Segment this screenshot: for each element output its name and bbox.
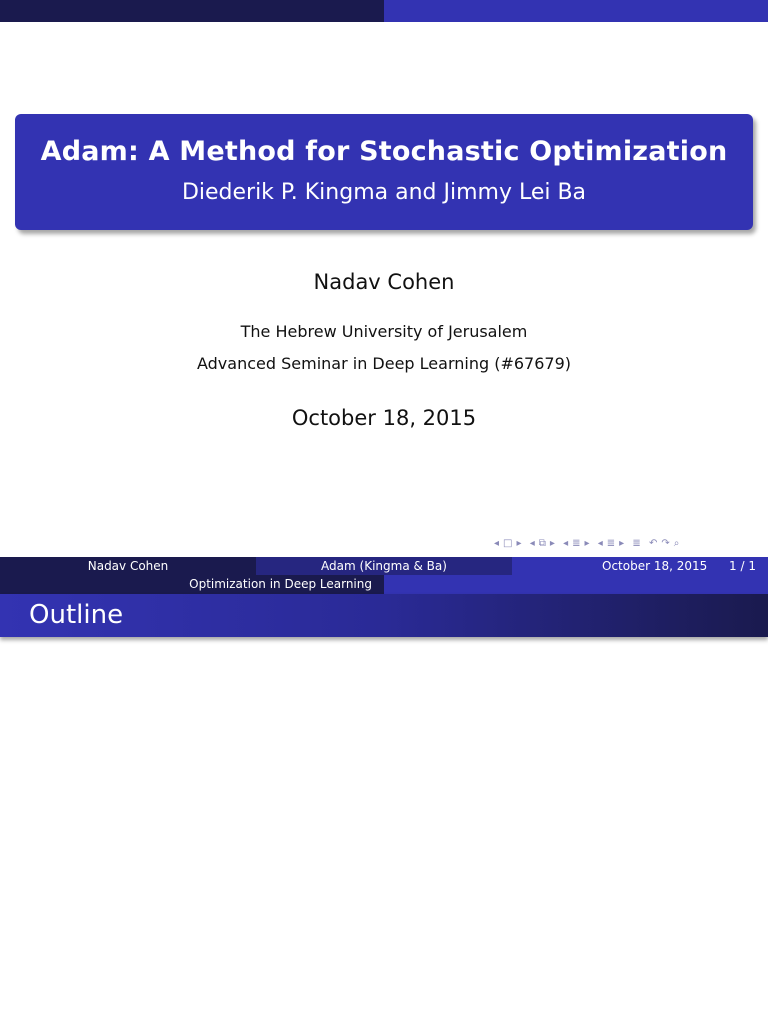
nav-search-icon[interactable]: ⌕ xyxy=(673,538,681,549)
presentation-date: October 18, 2015 xyxy=(291,406,477,430)
footline-date-box xyxy=(512,557,768,575)
nav-next-frame-icon[interactable]: ▸ xyxy=(549,538,556,549)
frame-title: Outline xyxy=(29,600,124,630)
slide-subtitle: Diederik P. Kingma and Jimmy Lei Ba xyxy=(181,180,587,205)
header-bar-right xyxy=(384,0,768,22)
nav-prev-slide-icon[interactable]: ◂ xyxy=(494,538,501,549)
nav-prev-frame-icon[interactable]: ◂ xyxy=(529,538,536,549)
nav-subsection-icon[interactable]: ≣ xyxy=(572,538,582,549)
footline-short-title: Adam (Kingma & Ba) xyxy=(321,559,447,573)
nav-slide-icon[interactable]: □ xyxy=(503,538,514,549)
slide-title: Adam: A Method for Stochastic Optimization xyxy=(40,136,728,167)
institute-line-1: The Hebrew University of Jerusalem xyxy=(240,322,528,341)
nav-section-icon[interactable]: ≣ xyxy=(606,538,617,549)
navigation-symbols xyxy=(494,538,764,552)
nav-prev-section-icon[interactable]: ◂ xyxy=(597,538,604,549)
nav-next-subsection-icon[interactable]: ▸ xyxy=(584,538,591,549)
nav-next-section-icon[interactable]: ▸ xyxy=(619,538,626,549)
frame-title-bar xyxy=(0,594,768,637)
section-title[interactable]: Optimization in Deep Learning xyxy=(189,577,372,591)
footline-page-number: 1 / 1 xyxy=(729,559,756,573)
institute-line-2: Advanced Seminar in Deep Learning (#67679) xyxy=(196,354,571,373)
nav-back-icon[interactable]: ↶ xyxy=(648,538,659,549)
footline-title-box xyxy=(256,557,512,575)
nav-forward-icon[interactable]: ↷ xyxy=(661,538,671,549)
nav-document-icon[interactable]: ≣ xyxy=(632,538,642,549)
author-name: Nadav Cohen xyxy=(313,270,455,294)
section-header-right xyxy=(384,575,768,594)
title-block xyxy=(15,114,753,230)
header-bar-left xyxy=(0,0,384,22)
footline-date: October 18, 2015 xyxy=(602,559,708,573)
nav-frame-icon[interactable]: ⧉ xyxy=(538,538,547,549)
section-header-left xyxy=(0,575,384,594)
nav-prev-subsection-icon[interactable]: ◂ xyxy=(563,538,570,549)
footline-author-box xyxy=(0,557,256,575)
nav-next-slide-icon[interactable]: ▸ xyxy=(516,538,523,549)
footline-author: Nadav Cohen xyxy=(87,559,169,573)
section-label xyxy=(0,575,384,594)
